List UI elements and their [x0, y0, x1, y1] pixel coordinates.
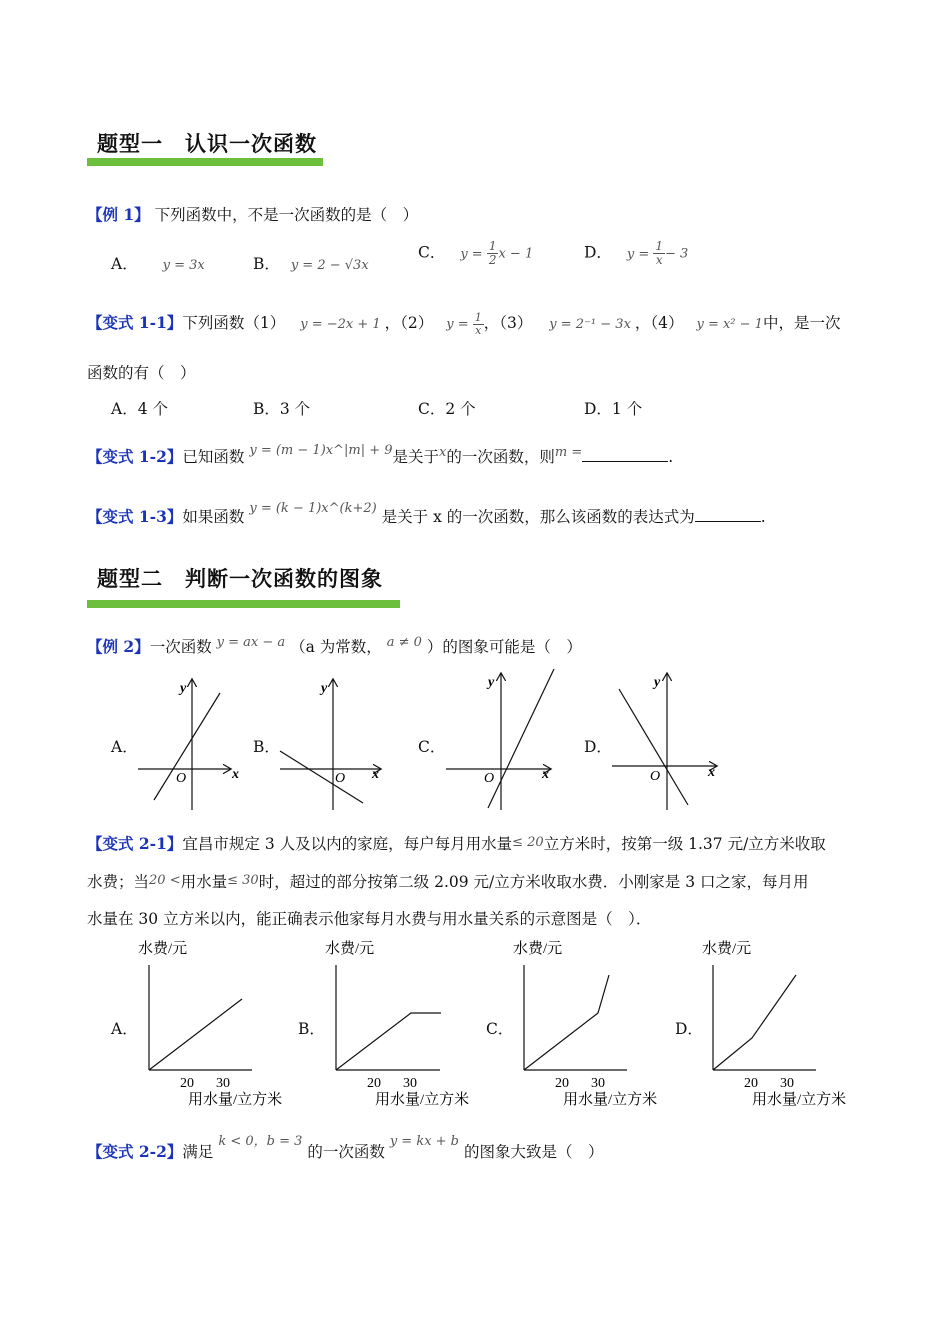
- graph-c: [446, 669, 554, 810]
- x-axis-label: 用水量/立方米: [375, 1092, 470, 1108]
- section-title-2: 题型二 判断一次函数的图象: [97, 567, 383, 591]
- tick-30: 30: [216, 1076, 230, 1091]
- fraction: $\frac{1}{2}$: [488, 239, 497, 267]
- function-line: [619, 689, 688, 805]
- x-axis-label: 用水量/立方米: [188, 1092, 283, 1108]
- cost-line: [149, 999, 242, 1070]
- variant-tag: 【变式 1-3】: [87, 507, 183, 526]
- option-b[interactable]: B．3 个: [253, 400, 311, 418]
- function-line: [488, 669, 554, 808]
- x-axis-label: 用水量/立方米: [563, 1092, 658, 1108]
- function-line: [280, 751, 363, 803]
- x-axis-label: 用水量/立方米: [752, 1092, 847, 1108]
- variant-tag: 【变式 1-2】: [87, 447, 183, 466]
- variant-2-1-line3: 水量在 30 立方米以内，能正确表示他家每月水费与用水量关系的示意图是（ ）．: [87, 910, 652, 928]
- axis-label-y: y: [321, 681, 328, 696]
- variant-2-1-line1: 【变式 2-1】宜昌市规定 3 人及以内的家庭，每户每月用水量≤ 20立方米时，按第一级 1.37 元/立方米收取: [87, 834, 826, 853]
- axis-label-y: y: [654, 675, 661, 690]
- variant-2-2-question: 【变式 2-2】满足 $^{k < 0,b = 3}$ 的一次函数 $^{y = kx + b}$ 的图象大致是（ ）: [87, 1134, 604, 1161]
- origin-label: O: [335, 771, 346, 786]
- water-graph-b: [325, 939, 469, 1108]
- cost-line: [524, 975, 609, 1070]
- origin-label: O: [650, 769, 661, 784]
- option-b[interactable]: B． y = 2 − √3x: [253, 255, 369, 273]
- graph-a: [138, 680, 239, 810]
- y-axis-label: 水费/元: [138, 941, 188, 957]
- water-graph-a: [138, 939, 282, 1108]
- option-c[interactable]: C．: [418, 738, 446, 756]
- axis-label-y: y: [180, 681, 187, 696]
- variant-1-1-line2: 函数的有（ ）: [87, 364, 196, 382]
- tick-20: 20: [180, 1076, 194, 1091]
- y-axis-label: 水费/元: [702, 941, 752, 957]
- option-c[interactable]: C． y = $\frac{1}{2}$ x − 1: [418, 239, 534, 267]
- graph-b: [280, 680, 380, 810]
- variant-1-2-question: 【变式 1-2】已知函数 $^{y = (m - 1)x\^{}|m| + 9}$是关于$^x$的一次函数，则$^{m =}$ .: [87, 443, 674, 466]
- variant-tag: 【变式 2-2】: [87, 1142, 183, 1161]
- option-a[interactable]: A． y = 3x: [111, 255, 205, 273]
- option-d[interactable]: D．1 个: [584, 400, 643, 418]
- fraction: $\frac{1}{x}$: [655, 239, 664, 267]
- graph-d: [612, 674, 716, 810]
- tick-20: 20: [555, 1076, 569, 1091]
- section-title-1: 题型一 认识一次函数: [97, 132, 317, 156]
- fraction: $\frac{1}{x}$: [474, 310, 482, 337]
- option-expr: y = 3x: [162, 258, 205, 273]
- axis-label-x: x: [232, 767, 239, 782]
- variant-1-1-question: 【变式 1-1】下列函数（1） y = −2x + 1 ，（2） y = $\frac{1}{x}$ ，（3） y = 2⁻¹ − 3x ，（4） y = x² − 1中，是一次: [87, 310, 841, 337]
- tick-20: 20: [744, 1076, 758, 1091]
- water-graph-c: [513, 939, 657, 1108]
- axis-label-x: x: [708, 765, 715, 780]
- variant-tag: 【变式 1-1】: [87, 313, 183, 332]
- question-text: 下列函数中，不是一次函数的是（ ）: [154, 206, 419, 224]
- axis-label-x: x: [542, 767, 549, 782]
- tick-20: 20: [367, 1076, 381, 1091]
- option-expr: y = 2 − √3x: [290, 258, 369, 273]
- tick-30: 30: [780, 1076, 794, 1091]
- tick-30: 30: [403, 1076, 417, 1091]
- origin-label: O: [484, 771, 495, 786]
- variant-1-3-question: 【变式 1-3】如果函数 $^{y = (k - 1)x\^{}(k+2)}$ 是关于 x 的一次函数，那么该函数的表达式为 .: [87, 501, 766, 526]
- example-tag: 【例 2】: [87, 637, 150, 656]
- option-d[interactable]: D．: [675, 1020, 703, 1038]
- option-d[interactable]: D． y = $\frac{1}{x}$ − 3: [584, 239, 689, 267]
- example-2-question: 【例 2】一次函数 $^{y = ax - a}$ （a 为常数， $^{a \ne 0}$ ）的图象可能是（ ）: [87, 635, 582, 656]
- option-c[interactable]: C．: [486, 1020, 514, 1038]
- variant-tag: 【变式 2-1】: [87, 834, 183, 853]
- axis-label-y: y: [488, 675, 495, 690]
- option-a[interactable]: A．: [111, 1020, 138, 1038]
- y-axis-label: 水费/元: [325, 941, 375, 957]
- example-tag: 【例 1】: [87, 205, 150, 224]
- option-c[interactable]: C．2 个: [418, 400, 476, 418]
- option-b[interactable]: B．: [253, 738, 280, 756]
- axis-label-x: x: [372, 767, 379, 782]
- tick-30: 30: [591, 1076, 605, 1091]
- option-a[interactable]: A．4 个: [111, 400, 168, 418]
- variant-2-1-line2: 水费；当20 <用水量≤ 30时，超过的部分按第二级 2.09 元/立方米收取水费．小刚家是 3 口之家，每月用: [87, 873, 809, 891]
- option-d[interactable]: D．: [584, 738, 612, 756]
- y-axis-label: 水费/元: [513, 941, 563, 957]
- water-graph-d: [702, 939, 846, 1108]
- function-line: [154, 693, 220, 800]
- option-a[interactable]: A．: [111, 738, 138, 756]
- cost-line: [713, 975, 796, 1070]
- origin-label: O: [176, 771, 187, 786]
- option-b[interactable]: B．: [298, 1020, 325, 1038]
- cost-line: [336, 1013, 441, 1070]
